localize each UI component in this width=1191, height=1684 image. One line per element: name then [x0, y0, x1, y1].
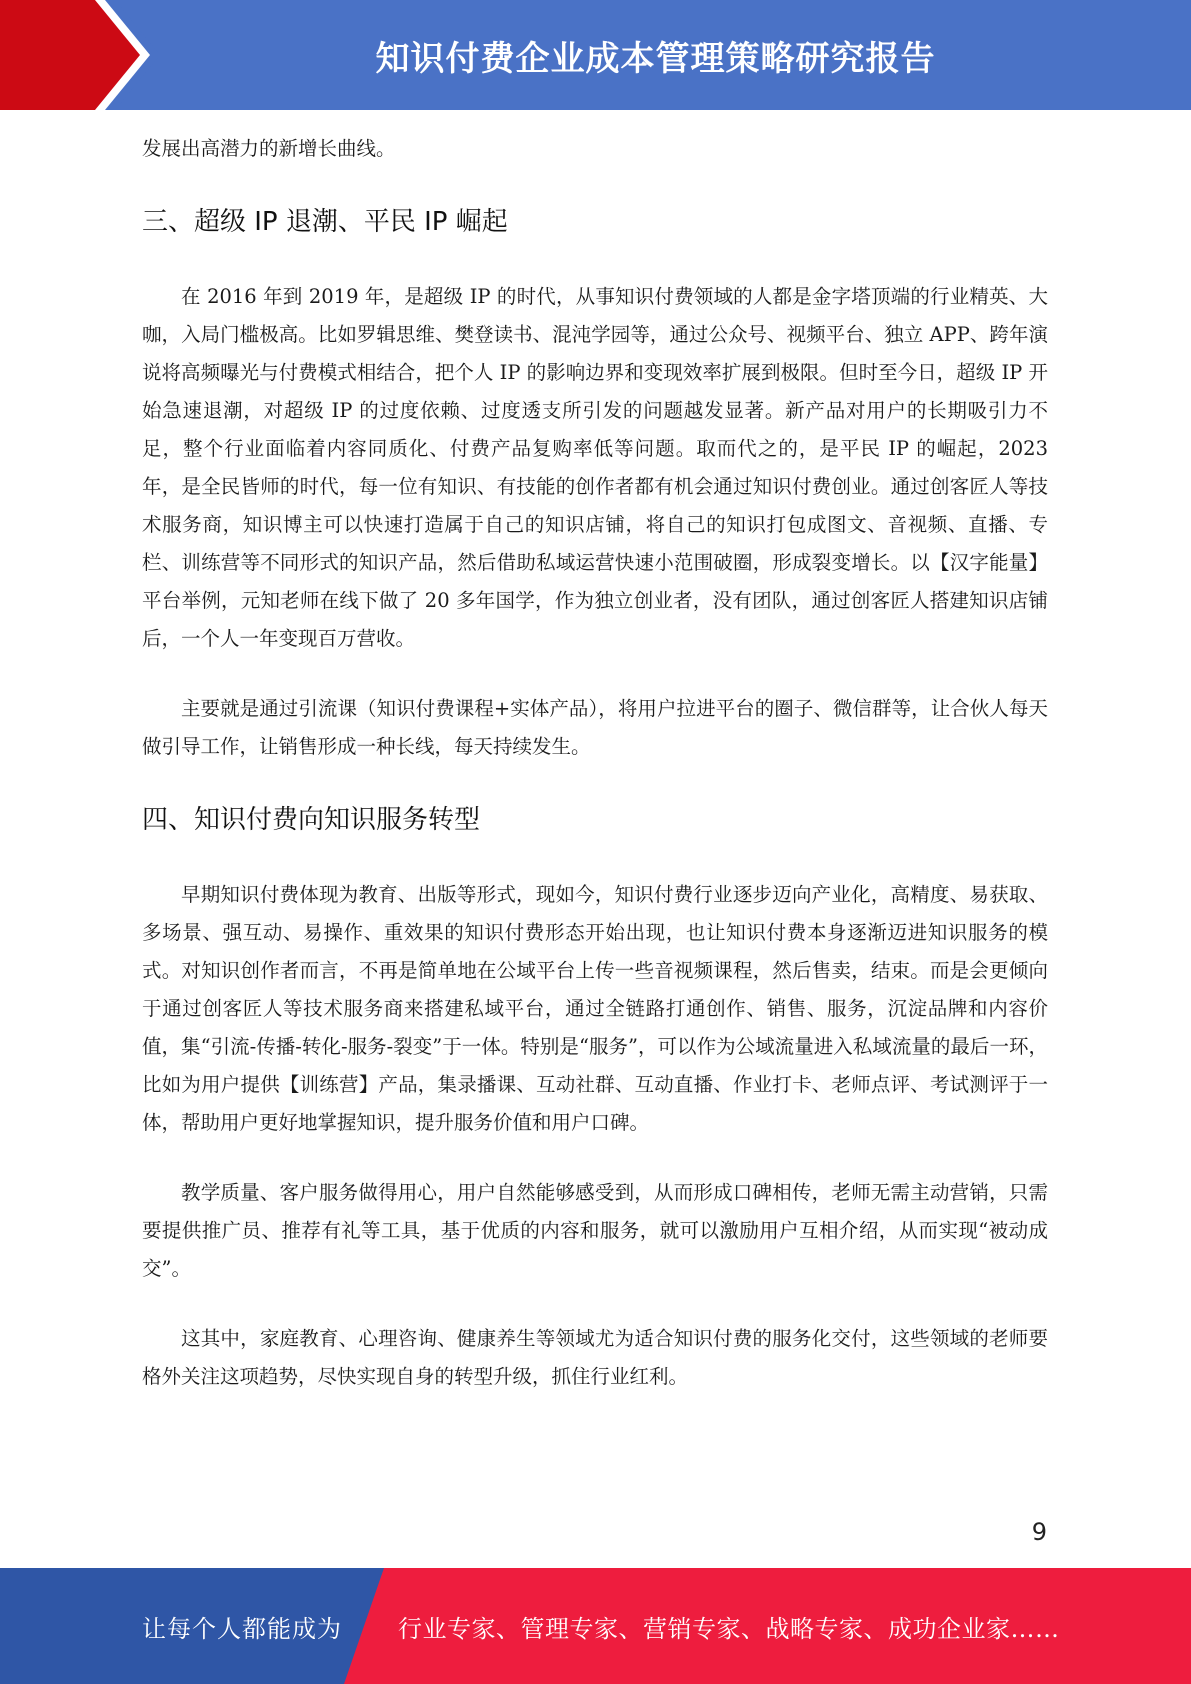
section-4-paragraph-2: 教学质量、客户服务做得用心，用户自然能够感受到，从而形成口碑相传，老师无需主动营销，只需要提供推广员、推荐有礼等工具，基于优质的内容和服务，就可以激励用户互相介绍，从而实现“被动成交”。	[142, 1181, 1048, 1280]
intro-paragraph-tail: 发展出高潜力的新增长曲线。	[142, 137, 396, 160]
footer-banner	[0, 1568, 1191, 1684]
page-content	[142, 130, 1048, 1396]
section-4-heading: 四、知识付费向知识服务转型	[142, 805, 481, 835]
section-4-paragraph-1: 早期知识付费体现为教育、出版等形式，现如今，知识付费行业逐步迈向产业化，高精度、易获取、多场景、强互动、易操作、重效果的知识付费形态开始出现，也让知识付费本身逐渐迈进知识服务的模式。对知识创作者而言，不再是简单地在公域平台上传一些音视频课程，然后售卖，结束。而是会更倾向于通过创客匠人等技术服务商来搭建私域平台，通过全链路打通创作、销售、服务，沉淀品牌和内容价值，集“引流-传播-转化-服务-裂变”于一体。特别是“服务”，可以作为公域流量进入私域流量的最后一环，比如为用户提供【训练营】产品，集录播课、互动社群、互动直播、作业打卡、老师点评、考试测评于一体，帮助用户更好地掌握知识，提升服务价值和用户口碑。	[142, 883, 1048, 1134]
section-3-paragraph-2: 主要就是通过引流课（知识付费课程+实体产品），将用户拉进平台的圈子、微信群等，让合伙人每天做引导工作，让销售形成一种长线，每天持续发生。	[142, 697, 1048, 758]
section-3-paragraph-1: 在 2016 年到 2019 年，是超级 IP 的时代，从事知识付费领域的人都是金字塔顶端的行业精英、大咖，入局门槛极高。比如罗辑思维、樊登读书、混沌学园等，通过公众号、视频平台、独立 APP、跨年演说将高频曝光与付费模式相结合，把个人 IP 的影响边界和变现效率扩展到极限。但时至今日，超级 IP 开始急速退潮，对超级 IP 的过度依赖、过度透支所引发的问题越发显著。新产品对用户的长期吸引力不足，整个行业面临着内容同质化、付费产品复购率低等问题。取而代之的，是平民 IP 的崛起，2023 年，是全民皆师的时代，每一位有知识、有技能的创作者都有机会通过知识付费创业。通过创客匠人等技术服务商，知识博主可以快速打造属于自己的知识店铺，将自己的知识打包成图文、音视频、直播、专栏、训练营等不同形式的知识产品，然后借助私域运营快速小范围破圈，形成裂变增长。以【汉字能量】平台举例，元知老师在线下做了 20 多年国学，作为独立创业者，没有团队，通过创客匠人搭建知识店铺后，一个人一年变现百万营收。	[142, 285, 1048, 650]
report-title: 知识付费企业成本管理策略研究报告	[375, 38, 936, 79]
page-number: 9	[1031, 1518, 1047, 1546]
header-arrow-decoration	[0, 0, 160, 110]
section-4-paragraph-3: 这其中，家庭教育、心理咨询、健康养生等领域尤为适合知识付费的服务化交付，这些领域的老师要格外关注这项趋势，尽快实现自身的转型升级，抓住行业红利。	[142, 1327, 1048, 1388]
section-3-heading: 三、超级 IP 退潮、平民 IP 崛起	[142, 207, 508, 237]
footer-slogan-right: 行业专家、管理专家、营销专家、战略专家、成功企业家……	[398, 1614, 1060, 1643]
footer-slogan-left: 让每个人都能成为	[142, 1614, 342, 1643]
header-banner	[0, 0, 1191, 110]
